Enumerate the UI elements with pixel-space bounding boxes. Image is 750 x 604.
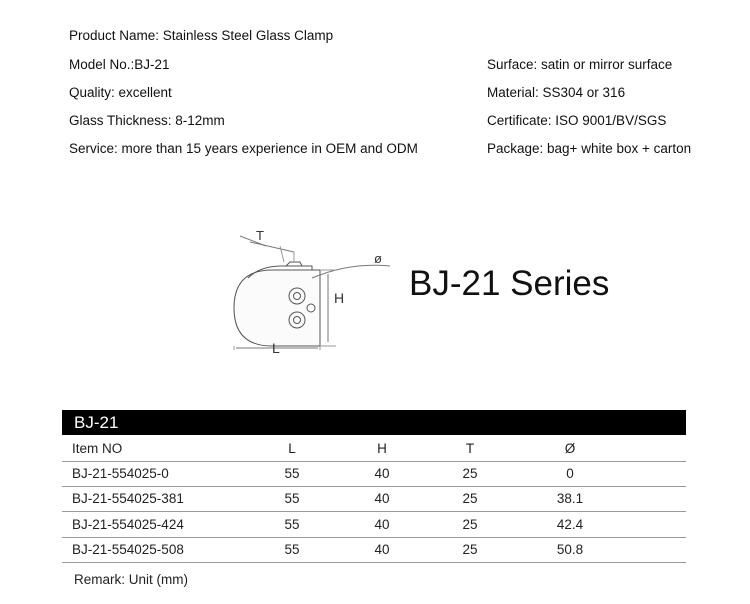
cell-item-no: BJ-21-554025-381 [72, 491, 184, 506]
cell-l: 55 [284, 466, 300, 481]
header-l: L [288, 441, 296, 456]
spec-glass-thickness: Glass Thickness: 8-12mm [69, 113, 225, 128]
cell-diameter: 42.4 [556, 517, 584, 532]
cell-l: 55 [284, 491, 300, 506]
row-divider [62, 511, 686, 512]
spec-quality: Quality: excellent [69, 85, 172, 100]
spec-package: Package: bag+ white box + carton [487, 141, 692, 156]
spec-certificate: Certificate: ISO 9001/BV/SGS [487, 113, 667, 128]
header-item-no: Item NO [72, 441, 123, 456]
remark-text: Remark: Unit (mm) [74, 572, 188, 587]
table-title: BJ-21 [74, 413, 119, 432]
cell-l: 55 [284, 542, 300, 557]
header-t: T [465, 441, 475, 456]
cell-item-no: BJ-21-554025-508 [72, 542, 184, 557]
header-h: H [377, 441, 387, 456]
header-diameter: Ø [564, 441, 576, 456]
cell-t: 25 [462, 491, 478, 506]
table-title-bar [62, 410, 686, 435]
dimension-label-h: H [334, 290, 345, 306]
cell-h: 40 [374, 466, 390, 481]
spec-material: Material: SS304 or 316 [487, 85, 626, 100]
dimension-label-t: T [256, 228, 264, 243]
cell-t: 25 [462, 542, 478, 557]
table-row [62, 513, 686, 538]
cell-item-no: BJ-21-554025-0 [72, 466, 169, 481]
cell-h: 40 [374, 491, 390, 506]
series-title: BJ-21 Series [409, 264, 610, 303]
table-header-row [62, 437, 686, 462]
cell-h: 40 [374, 517, 390, 532]
clamp-drawing [220, 222, 400, 372]
table-row [62, 487, 686, 512]
spec-service: Service: more than 15 years experience in OEM and ODM [69, 141, 418, 156]
cell-diameter: 38.1 [556, 491, 584, 506]
table-row [62, 462, 686, 487]
table-row [62, 538, 686, 563]
dimension-label-l: L [272, 340, 280, 356]
spec-model-no: Model No.:BJ-21 [69, 57, 170, 72]
dimension-label-diameter: ø [374, 251, 382, 266]
cell-l: 55 [284, 517, 300, 532]
cell-t: 25 [462, 517, 478, 532]
cell-h: 40 [374, 542, 390, 557]
spec-surface: Surface: satin or mirror surface [487, 57, 673, 72]
cell-item-no: BJ-21-554025-424 [72, 517, 184, 532]
cell-diameter: 50.8 [556, 542, 584, 557]
spec-product-name: Product Name: Stainless Steel Glass Clamp [69, 28, 334, 43]
row-divider [62, 562, 686, 563]
cell-diameter: 0 [566, 466, 574, 481]
cell-t: 25 [462, 466, 478, 481]
